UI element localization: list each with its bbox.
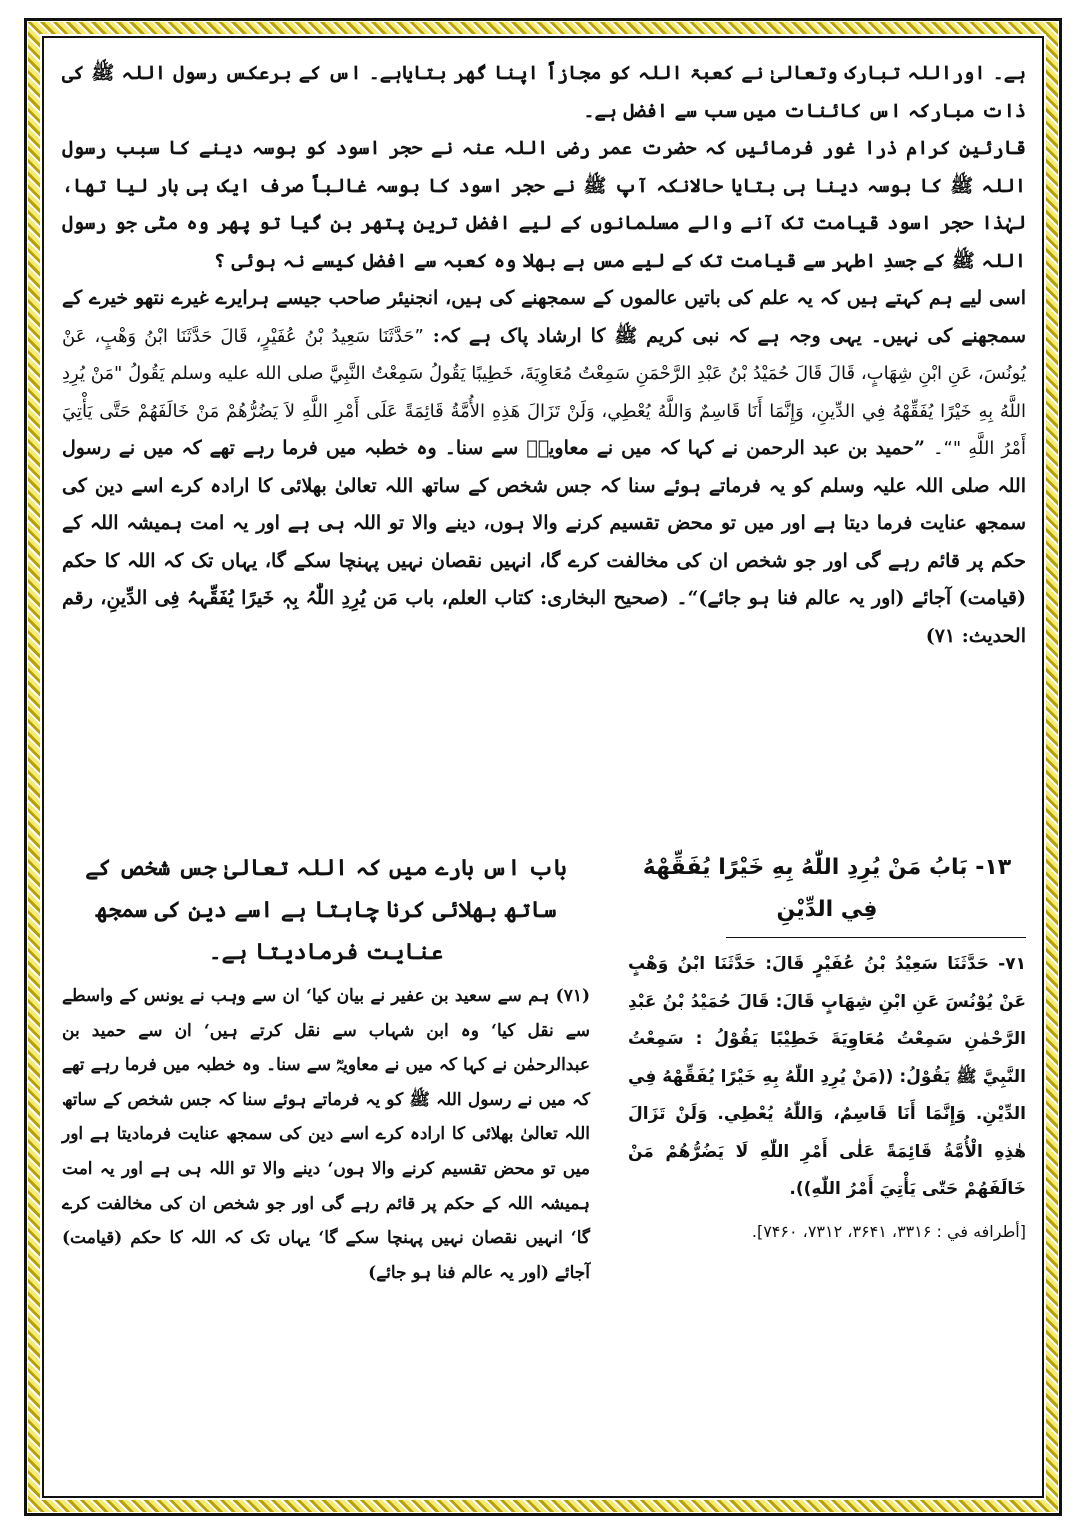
hadith-arabic: ”حَدَّثَنَا سَعِيدُ بْنُ عُفَيْرٍ، قَالَ حَدَّثَنَا ابْنُ وَهْبٍ، عَنْ يُونُسَ، عَنِ ابْنِ شِهَابٍ، قَالَ قَالَ حُمَيْدُ بْنُ عَبْدِ الرَّحْمَنِ سَمِعْتُ مُعَاوِيَةَ، خَطِيبًا يَقُولُ سَمِعْتُ النَّبِيَّ صلى الله عليه وسلم يَقُولُ "مَنْ يُرِدِ اللَّهُ بِهِ خَيْرًا يُفَقِّهْهُ فِي الدِّينِ، وَإِنَّمَا أَنَا قَاسِمٌ وَاللَّهُ يُعْطِي، وَلَنْ تَزَالَ هَذِهِ الأُمَّةُ قَائِمَةً عَلَى أَمْرِ اللَّهِ لاَ يَضُرُّهُمْ مَنْ خَالَفَهُمْ حَتَّى يَأْتِيَ أَمْرُ اللَّهِ "“۔: [62, 325, 1026, 459]
paragraph-3-text: اسی لیے ہم کہتے ہیں کہ یہ علم کی باتیں عالموں کے سمجھنے کی ہیں، انجنیئر صاحب جیسے ہرایرے غیرے نتھو خیرے کے سمجھنے کی نہیں۔: [62, 287, 1026, 347]
atraf-reference: [أطرافه في : ۳۳۱۶، ۳۶۴۱، ۷۳۱۲، ۷۴۶۰].: [751, 1221, 1026, 1241]
hadith-intro: یہی وجہ ہے کہ نبی کریم ﷺ کا ارشاد پاک ہے کہ:: [432, 324, 862, 347]
arabic-divider: [726, 937, 1026, 938]
urdu-translation-body: (۷۱) ہم سے سعید بن عفیر نے بیان کیا‘ ان سے وہب نے یونس کے واسطے سے نقل کیا‘ وہ ابن شہاب سے نقل کرتے ہیں‘ ان سے حمید بن عبدالرحمٰن نے کہا کہ میں نے معاویہؓ سے سنا۔ وہ خطبہ میں فرما رہے تھے کہ میں نے رسول اللہ ﷺ کو یہ فرماتے ہوئے سنا کہ جس شخص کے ساتھ اللہ تعالیٰ بھلائی کا ارادہ کرے اسے دین کی سمجھ عنایت فرمادیتا ہے اور میں تو محض تقسیم کرنے والا ہوں‘ دینے والا تو اللہ ہی ہے اور یہ امت ہمیشہ اللہ کے حکم پر قائم رہے گی اور جو شخص ان کی مخالفت کرے گا‘ انہیں نقصان نہیں پہنچا سکے گا‘ یہاں تک کہ اللہ کا حکم (قیامت) آجائے (اور یہ عالم فنا ہو جائے): [62, 986, 590, 1283]
arabic-column: [628, 847, 1026, 1249]
urdu-chapter-heading: باب اس بارے میں کہ اللہ تعالیٰ جس شخص کے ساتھ بھلائی کرنا چاہتا ہے اسے دین کی سمجھ عنایت فرمادیتا ہے۔: [85, 855, 567, 965]
hadith-translation: ”حمید بن عبد الرحمن نے کہا کہ میں نے معاویہؓ سے سنا۔ وہ خطبہ میں فرما رہے تھے کہ میں نے رسول اللہ صلی اللہ علیہ وسلم کو یہ فرماتے ہوئے سنا کہ جس شخص کے ساتھ اللہ تعالیٰ بھلائی کا ارادہ کرے اسے دین کی سمجھ عنایت فرما دیتا ہے اور میں تو محض تقسیم کرنے والا ہوں، دینے والا تو اللہ ہی ہے اور یہ امت ہمیشہ اللہ کے حکم پر قائم رہے گی اور جو شخص ان کی مخالفت کرے گا، انہیں نقصان نہیں پہنچا سکے گا، یہاں تک کہ اللہ کا حکم (قیامت) آجائے (اور یہ عالم فنا ہو جائے)“۔: [62, 437, 1027, 609]
hadith-reference: (صحیح البخاری: کتاب العلم، باب مَن یُرِدِ اللّٰہُ بِہٖ خَیرًا یُفَقِّہہُ فِی الدِّینِ، رقم الحدیث: ۷۱): [62, 587, 1026, 647]
paragraph-1: ہے۔ اوراللہ تبارک وتعالیٰ نے کعبۃ اللہ کو مجازاً اپنا گھر بتایاہے۔ اس کے برعکس رسول اللہ ﷺ کی ذات مبارکہ اس کائنات میں سب سے افضل ہے۔: [62, 62, 1026, 122]
upper-text: [62, 55, 1026, 655]
two-column-section: [62, 847, 1026, 1447]
arabic-chapter-heading: ۱۳- بَابُ مَنْ يُرِدِ اللّٰهُ بِهِ خَيْرًا يُفَقِّهْهُ فِي الدِّيْنِ: [642, 855, 1012, 922]
document-page: [62, 55, 1026, 1475]
arabic-hadith-body: ۷۱- حَدَّثَنَا سَعِيْدُ بْنُ عُفَيْرٍ قَالَ: حَدَّثَنَا ابْنُ وَهْبٍ عَنْ يُوْنُسَ عَنِ ابْنِ شِهَابٍ قَالَ: قَالَ حُمَيْدُ بْنُ عَبْدِ الرَّحْمٰنِ سَمِعْتُ مُعَاوِيَةَ خَطِيْبًا يَقُوْلُ : سَمِعْتُ النَّبِيَّ ﷺ يَقُوْلُ: ((مَنْ يُرِدِ اللّٰهُ بِهِ خَيْرًا يُفَقِّهْهُ فِي الدِّيْنِ. وَإِنَّمَا أَنَا قَاسِمٌ، وَاللّٰهُ يُعْطِي. وَلَنْ تَزَالَ هٰذِهِ الْأُمَّةُ قَائِمَةً عَلٰى أَمْرِ اللّٰهِ لَا يَضُرُّهُمْ مَنْ خَالَفَهُمْ حَتّٰى يَأْتِيَ أَمْرُ اللّٰهِ)).: [628, 954, 1026, 1199]
paragraph-3: [62, 280, 1026, 655]
urdu-column: [62, 847, 590, 1290]
paragraph-2: قارئین کرام ذرا غور فرمائیں کہ حضرت عمر رضی اللہ عنہ نے حجر اسود کو بوسہ دینے کا سبب رسول اللہ ﷺ کا بوسہ دینا ہی بتایا حالانکہ آپ ﷺ نے حجر اسود کا بوسہ غالباً صرف ایک ہی بار لیا تھا، لہٰذا حجر اسود قیامت تک آنے والے مسلمانوں کے لیے افضل ترین پتھر بن گیا تو پھر وہ مٹی جو رسول اللہ ﷺ کے جسدِ اطہر سے قیامت تک کے لیے مس ہے بھلا وہ کعبہ سے افضل کیسے نہ ہوئی ؟: [62, 137, 1026, 272]
